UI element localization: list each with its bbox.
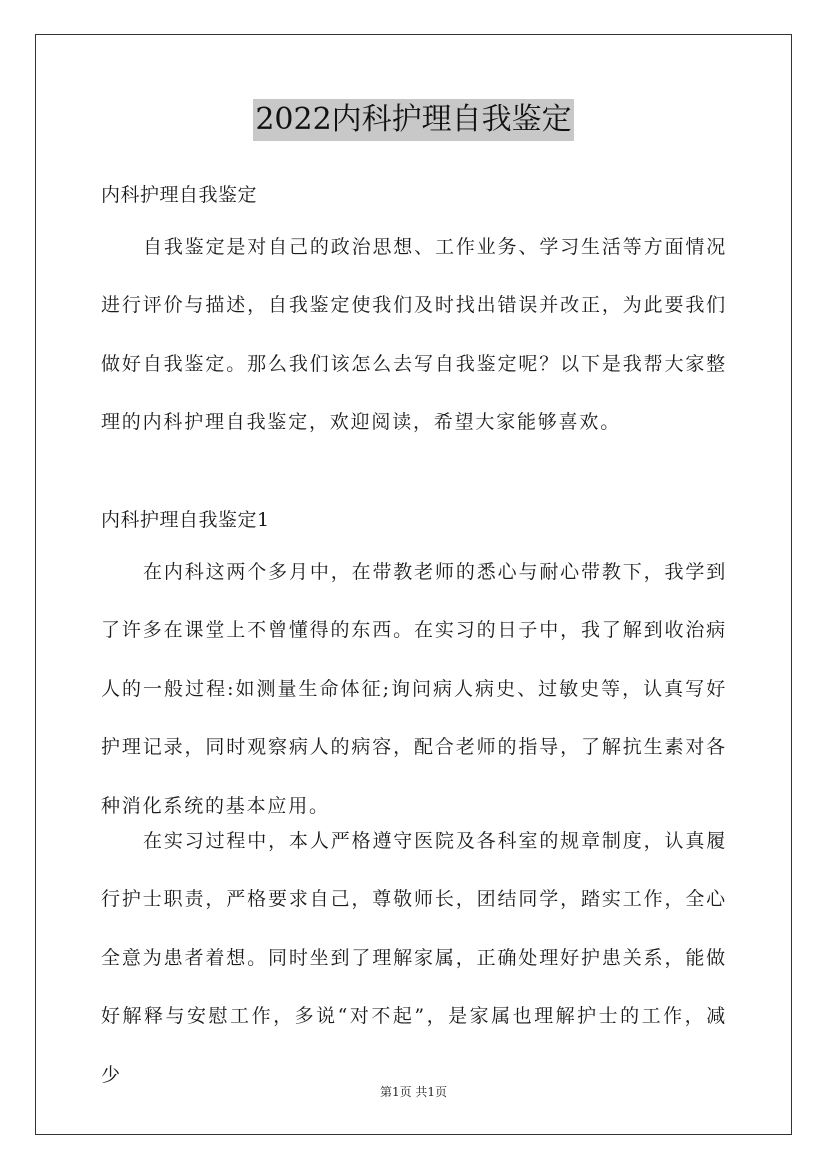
title-container bbox=[0, 99, 827, 141]
body-paragraph: 在实习过程中，本人严格遵守医院及各科室的规章制度，认真履行护士职责，严格要求自己，尊敬师长，团结同学，踏实工作，全心全意为患者着想。同时坐到了理解家属，正确处理好护患关系，能做好解释与安慰工作，多说“对不起”，是家属也理解护士的工作，减少 bbox=[101, 830, 727, 1086]
body-paragraph: 在内科这两个多月中，在带教老师的悉心与耐心带教下，我学到了许多在课堂上不曾懂得的东西。在实习的日子中，我了解到收治病人的一般过程:如测量生命体征;询问病人病史、过敏史等，认真写好护理记录，同时观察病人的病容，配合老师的指导，了解抗生素对各种消化系统的基本应用。 bbox=[101, 561, 727, 817]
document-subtitle: 内科护理自我鉴定 bbox=[101, 184, 258, 206]
document-title: 2022内科护理自我鉴定 bbox=[253, 99, 573, 141]
section-heading: 内科护理自我鉴定1 bbox=[101, 509, 270, 531]
intro-paragraph: 自我鉴定是对自己的政治思想、工作业务、学习生活等方面情况进行评价与描述，自我鉴定使我们及时找出错误并改正，为此要我们做好自我鉴定。那么我们该怎么去写自我鉴定呢？以下是我帮大家整理的内科护理自我鉴定，欢迎阅读，希望大家能够喜欢。 bbox=[101, 236, 727, 434]
page-footer: 第1页 共1页 bbox=[379, 1085, 448, 1099]
